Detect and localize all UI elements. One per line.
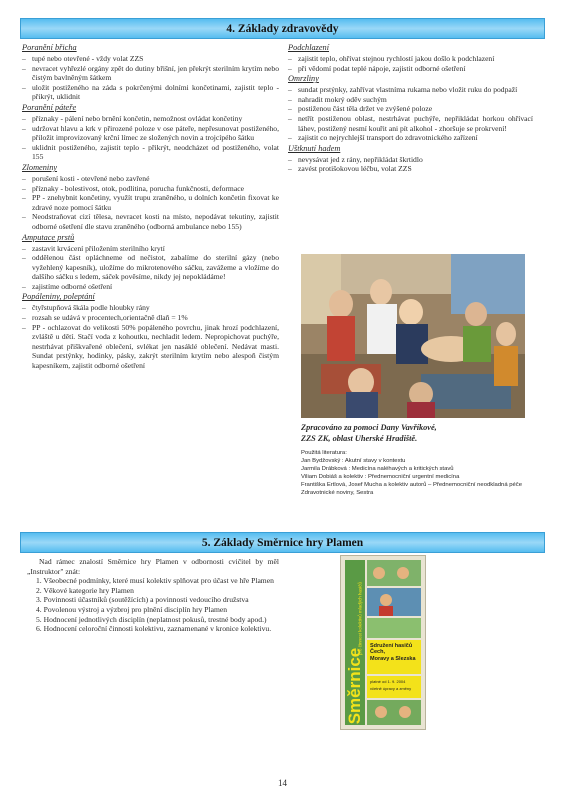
section-heading: Amputace prstů (22, 232, 75, 242)
section-5-title: 5. Základy Směrnice hry Plamen (201, 537, 364, 549)
literature-item: Františka Ertlová, Josef Mucha a kolektiv autorů – Přednemocniční neodkladná péče (301, 482, 523, 488)
list-item: – příznaky - pálení nebo brnění končetin, nemožnost ovládat končetiny (22, 114, 279, 124)
list-item: – příznaky - bolestivost, otok, podlitina, porucha funkčnosti, deformace (22, 184, 279, 194)
bullet-list (22, 54, 279, 102)
cover-box-small-1: platné od 1. 9. 2004 (370, 679, 406, 684)
list-item: – sundat prstýnky, zahřívat vlastníma rukama nebo vložit ruku do podpaží (288, 85, 533, 95)
section-heading: Poranění břicha (22, 43, 77, 52)
list-item: – porušení kosti - otevřené nebo zavřené (22, 174, 279, 184)
literature-item: Viliam Dobiáš a kolektiv : Přednemocniční urgentní medicína (301, 474, 460, 480)
list-item: 4. Povolenou výstroj a výzbroj pro plnění disciplín hry Plamen (36, 604, 228, 614)
section-heading: Poranění páteře (22, 102, 77, 112)
cover-box-small-2: včetně úpravy a změny (370, 686, 412, 691)
bullet-list (288, 85, 533, 143)
section-heading: Podchlazení (288, 43, 330, 52)
bullet-list (22, 244, 279, 292)
section-5-list (27, 576, 279, 634)
cover-box-line-2: Moravy a Slezska (370, 656, 416, 662)
section-5-banner (20, 532, 545, 553)
cover-vertical-title: Směrnice (345, 647, 364, 725)
section-4-title: 4. Základy zdravovědy (226, 23, 339, 35)
photo-caption (301, 423, 531, 444)
page-number: 14 (278, 778, 287, 788)
section-heading: Popáleniny, poleptání (22, 292, 95, 302)
list-item: – rozsah se udává v procentech,orientačně dlaň = 1% (22, 313, 279, 323)
list-item: – tupé nebo otevřené - vždy volat ZZS (22, 54, 279, 64)
first-aid-training-photo (301, 254, 525, 418)
literature-item: Jan Bydžovský : Akutní stavy v kontextu (301, 458, 406, 464)
left-column (22, 43, 279, 372)
list-item: – zajistit co nejrychlejší transport do zdravotnického zařízení (288, 133, 533, 143)
caption-line-2: ZZS ZK, oblast Uherské Hradiště. (301, 433, 418, 443)
bullet-list (22, 114, 279, 162)
section-5-intro: Nad rámec znalostí Směrnice hry Plamen v odbornosti cvičitel by měl „Instruktor" znát: (27, 557, 279, 576)
list-item: – udržovat hlavu a krk v přirozené poloze v ose páteře, nepřesunovat postiženého, přiložit improvizovaný krční límec ze složených novin a trojcípého šátku (22, 124, 279, 143)
list-item: – zavést protišokovou léčbu, volat ZZS (288, 164, 533, 174)
bullet-list (288, 155, 533, 174)
list-item: – čtyřstupňová škála podle hloubky rány (22, 303, 279, 313)
list-item: – oddělenou část opláchneme od nečistot, zabalíme do sterilní gázy (nebo vyžehlený kapesník), uložíme do mikrotenového sáčku, zavážeme a vložíme do dalšího sáčku s ledem, sáček pověsíme, nikdy jej nepokládáme! (22, 253, 279, 282)
list-item: 2. Věkové kategorie hry Plamen (36, 585, 134, 595)
list-item: – Neodstraňovat cizí tělesa, nevracet kosti na místo, nepodávat tekutiny, zajistit odborné ošetření dle stavu zraněného (odborná ambulance nebo 155) (22, 212, 279, 231)
list-item: – netřít postiženou oblast, nestrhávat puchýře, nepřikládat horkou ohřívací láhev, postižený nesmí kouřit ani pít alkohol - zhoršuje se prokrvení! (288, 114, 533, 133)
list-item: – uklidnit postiženého, zajistit teplo - přikrýt, neodcházet od postiženého, volat 155 (22, 143, 279, 162)
list-item: – PP - znehybnit končetiny, využít trupu zraněného, u dolních končetin fixovat ke zdravé noze pomocí šátku (22, 193, 279, 212)
list-item: 6. Hodnocení celoroční činnosti kolektivu, zaznamenané v kronice kolektivu. (36, 624, 272, 634)
bullet-list (22, 303, 279, 370)
bullet-list (22, 174, 279, 232)
section-5-text (27, 557, 279, 634)
photo-illustration (301, 254, 525, 418)
list-item: – zajistíme odborné ošetření (22, 282, 279, 292)
right-column (288, 43, 533, 175)
section-heading: Zlomeniny (22, 162, 58, 172)
list-item: 3. Povinnosti účastníků (soutěžících) a povinnosti vedoucího družstva (36, 595, 249, 605)
section-heading: Uštknutí hadem (288, 143, 341, 153)
list-item: – nahradit mokrý oděv suchým (288, 95, 533, 105)
list-item: – nevracet vyhřezlé orgány zpět do dutiny břišní, jen překrýt sterilním krytím nebo čistým bavlněným šátkem (22, 64, 279, 83)
caption-line-1: Zpracováno za pomoci Dany Vavříkové, (301, 423, 437, 432)
list-item: – zajistit teplo, ohřívat stejnou rychlostí jakou došlo k podchlazení (288, 54, 533, 64)
cover-box-line-1: Sdružení hasičů Čech, (370, 643, 413, 655)
rulebook-cover (340, 555, 426, 730)
cover-vertical-subtitle: pro činnost kolektivů mladých hasičů (357, 581, 363, 656)
bullet-list (288, 54, 533, 73)
list-item: 5. Hodnocení jednotlivých disciplín (neplatnost pokusů, trestné body apod.) (36, 614, 267, 624)
list-item: – zastavit krvácení přiložením sterilního krytí (22, 244, 279, 254)
literature-item: Jarmila Drábková : Medicína naléhavých a kritických stavů (301, 466, 454, 472)
literature-item: Zdravotnické noviny, Sestra (301, 490, 374, 496)
list-item: – postiženou část těla držet ve zvýšené poloze (288, 104, 533, 114)
list-item: – PP - ochlazovat do velikosti 50% popáleného povrchu, jinak hrozí podchlazení, zvláště u dětí. Stačí voda z kohoutku, nechladit ledem. Nepropichovat puchýře, nestrhávat přiškvařené oblečení, svlékat jen nasáklé oblečení. Nedávat masti. Sundat prstýnky, hodinky, pásky, zakrýt sterilním krytím nebo alespoň čistým kapesníkem, zajistit odborné ošetření (22, 323, 279, 371)
list-item: – uložit postiženého na záda s pokrčenými dolními končetinami, zajistit teplo - přikrýt, uklidnit (22, 83, 279, 102)
literature-list (301, 449, 535, 497)
section-4-banner (20, 18, 545, 39)
list-item: – nevysávat jed z rány, nepřikládat škrtidlo (288, 155, 533, 165)
list-item: 1. Všeobecné podmínky, které musí kolektiv splňovat pro účast ve hře Plamen (36, 576, 274, 586)
list-item: – při vědomí podat teplé nápoje, zajistit odborné ošetření (288, 64, 533, 74)
section-heading: Omrzliny (288, 74, 319, 84)
literature-item: Použitá literatura: (301, 450, 347, 456)
